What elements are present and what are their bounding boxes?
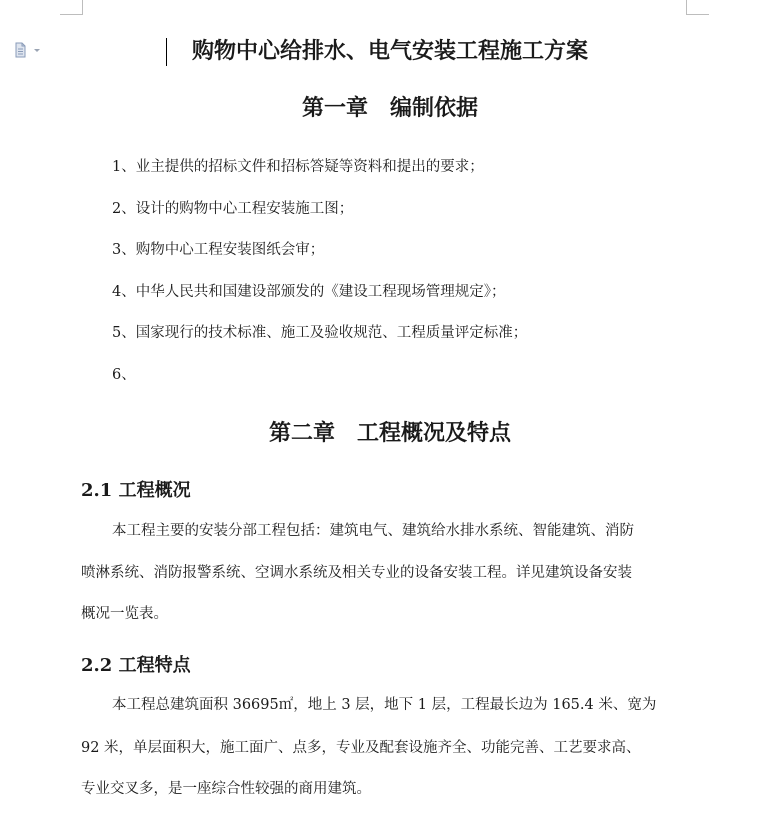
features-line-1: 本工程总建筑面积 36695㎡，地上 3 层，地下 1 层，工程最长边为 165.4 米、宽为: [112, 697, 657, 713]
basis-item-5: 5、国家现行的技术标准、施工及验收规范、工程质量评定标准；: [112, 325, 528, 341]
overview-line-3: 概况一览表。: [81, 606, 168, 622]
overview-line-1: 本工程主要的安装分部工程包括：建筑电气、建筑给水排水系统、智能建筑、消防: [112, 523, 634, 539]
section-2-2-heading: 2.2 工程特点: [81, 655, 191, 676]
basis-item-6: 6、: [112, 367, 136, 383]
features-line-2: 92 米，单层面积大，施工面广、点多，专业及配套设施齐全、功能完善、工艺要求高、: [81, 740, 641, 756]
chapter-1-heading: 第一章 编制依据: [301, 95, 478, 121]
basis-item-4: 4、中华人民共和国建设部颁发的《建设工程现场管理规定》；: [112, 284, 506, 300]
page-margin-marker-top-left: [60, 0, 83, 15]
section-2-1-heading: 2.1 工程概况: [81, 480, 191, 501]
basis-item-3: 3、购物中心工程安装图纸会审；: [112, 242, 325, 258]
document-title: 购物中心给排水、电气安装工程施工方案: [191, 38, 588, 64]
basis-item-1: 1、业主提供的招标文件和招标答疑等资料和提出的要求；: [112, 159, 484, 175]
chapter-2-heading: 第二章 工程概况及特点: [268, 420, 511, 446]
overview-line-2: 喷淋系统、消防报警系统、空调水系统及相关专业的设备安装工程。详见建筑设备安装: [81, 565, 632, 581]
features-line-3: 专业交叉多，是一座综合性较强的商用建筑。: [81, 781, 371, 797]
page-margin-marker-top-right: [686, 0, 709, 15]
basis-item-2: 2、设计的购物中心工程安装施工图；: [112, 201, 354, 217]
